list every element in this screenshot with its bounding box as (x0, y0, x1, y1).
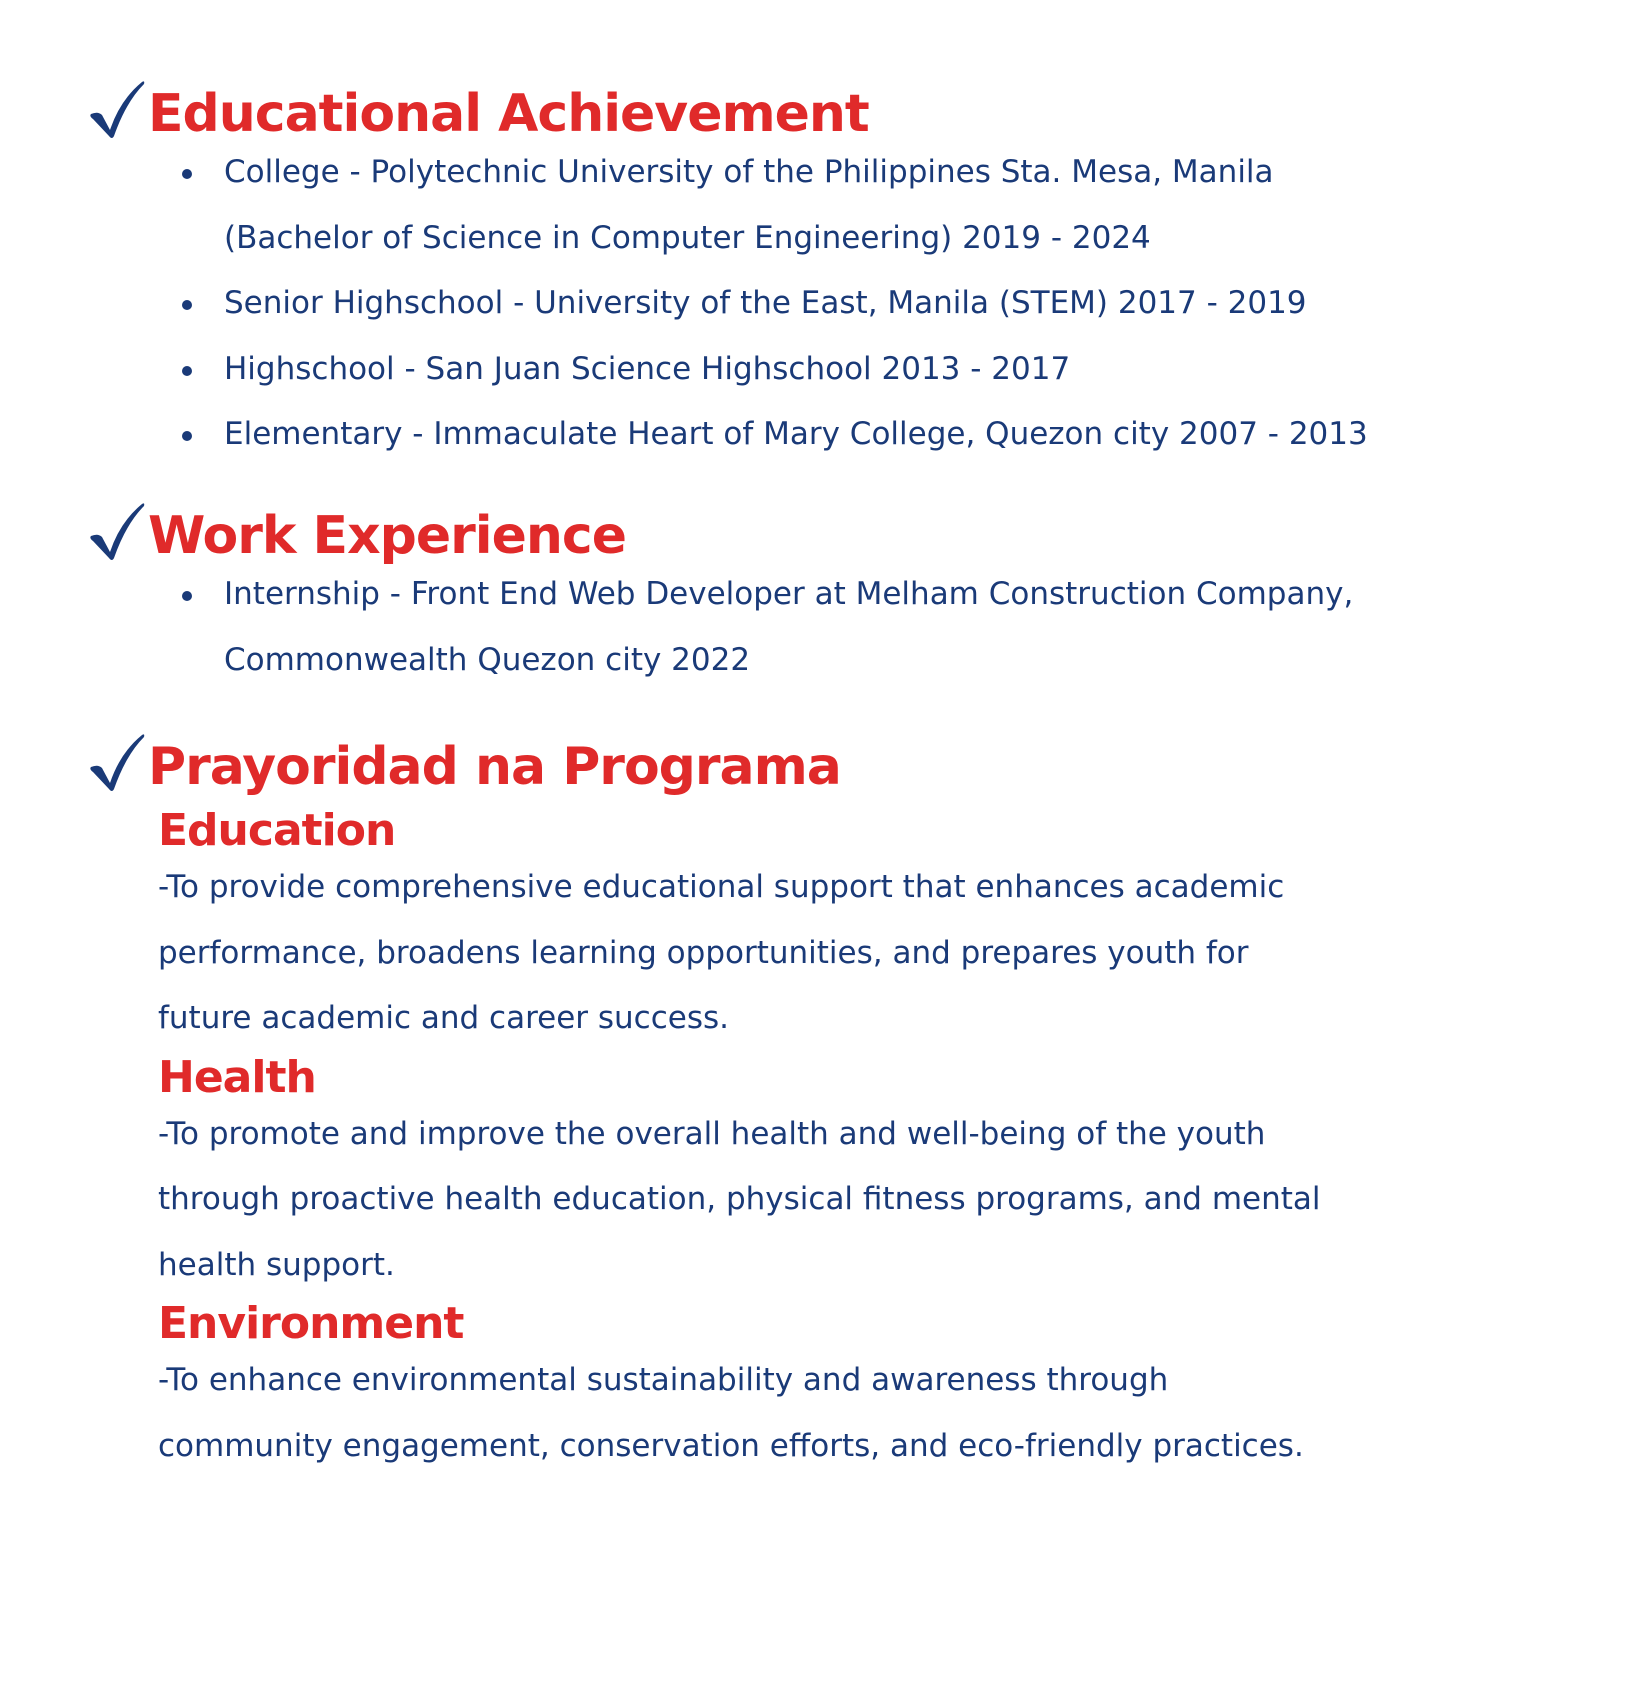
list-item (224, 337, 1568, 403)
work-experience-heading (88, 492, 1568, 566)
check-icon (88, 78, 146, 140)
list-item-text: Elementary - Immaculate Heart of Mary College, Quezon city 2007 - 2013 (224, 416, 1368, 452)
description-line: through proactive health education, physical fitness programs, and mental (158, 1181, 1321, 1217)
educational-achievement-section (88, 70, 1568, 468)
priority-programs-heading (88, 723, 1568, 797)
list-item (224, 140, 1568, 271)
work-experience-section (88, 492, 1568, 693)
list-item (224, 562, 1568, 693)
list-item-text: Highschool - San Juan Science Highschool 2013 - 2017 (224, 350, 1071, 387)
list-item (224, 402, 1568, 468)
program-environment (158, 1298, 1568, 1479)
program-title: Health (158, 1051, 316, 1103)
program-description (158, 1102, 1418, 1299)
work-list (224, 562, 1568, 693)
description-line: -To enhance environmental sustainability and awareness through (158, 1362, 1169, 1398)
program-education (158, 805, 1568, 1052)
section-title: Educational Achievement (148, 84, 869, 144)
section-title: Prayoridad na Programa (148, 737, 841, 797)
description-line: health support. (158, 1246, 395, 1283)
educational-achievement-heading (88, 70, 1568, 144)
program-description (158, 855, 1418, 1052)
description-line: community engagement, conservation efforts, and eco-friendly practices. (158, 1427, 1304, 1464)
check-icon (88, 500, 146, 562)
education-list (224, 140, 1568, 468)
description-line: performance, broadens learning opportunities, and prepares youth for (158, 934, 1249, 971)
list-item-text: Internship - Front End Web Developer at Melham Construction Company, (224, 576, 1354, 612)
list-item-text-continued: (Bachelor of Science in Computer Engineering) 2019 - 2024 (224, 219, 1151, 256)
list-item-text: Senior Highschool - University of the East, Manila (STEM) 2017 - 2019 (224, 285, 1307, 321)
program-title: Education (158, 805, 396, 856)
list-item-text: College - Polytechnic University of the Philippines Sta. Mesa, Manila (224, 154, 1274, 190)
section-title: Work Experience (148, 506, 626, 566)
description-line: -To promote and improve the overall health and well-being of the youth (158, 1115, 1266, 1152)
program-health (158, 1052, 1568, 1299)
list-item (224, 271, 1568, 337)
program-title: Environment (158, 1298, 464, 1349)
description-line: future academic and career success. (158, 1000, 729, 1036)
list-item-text-continued: Commonwealth Quezon city 2022 (224, 641, 751, 678)
program-description (158, 1348, 1418, 1479)
check-icon (88, 731, 146, 793)
description-line: -To provide comprehensive educational support that enhances academic (158, 869, 1285, 905)
priority-programs-section (88, 723, 1568, 1479)
